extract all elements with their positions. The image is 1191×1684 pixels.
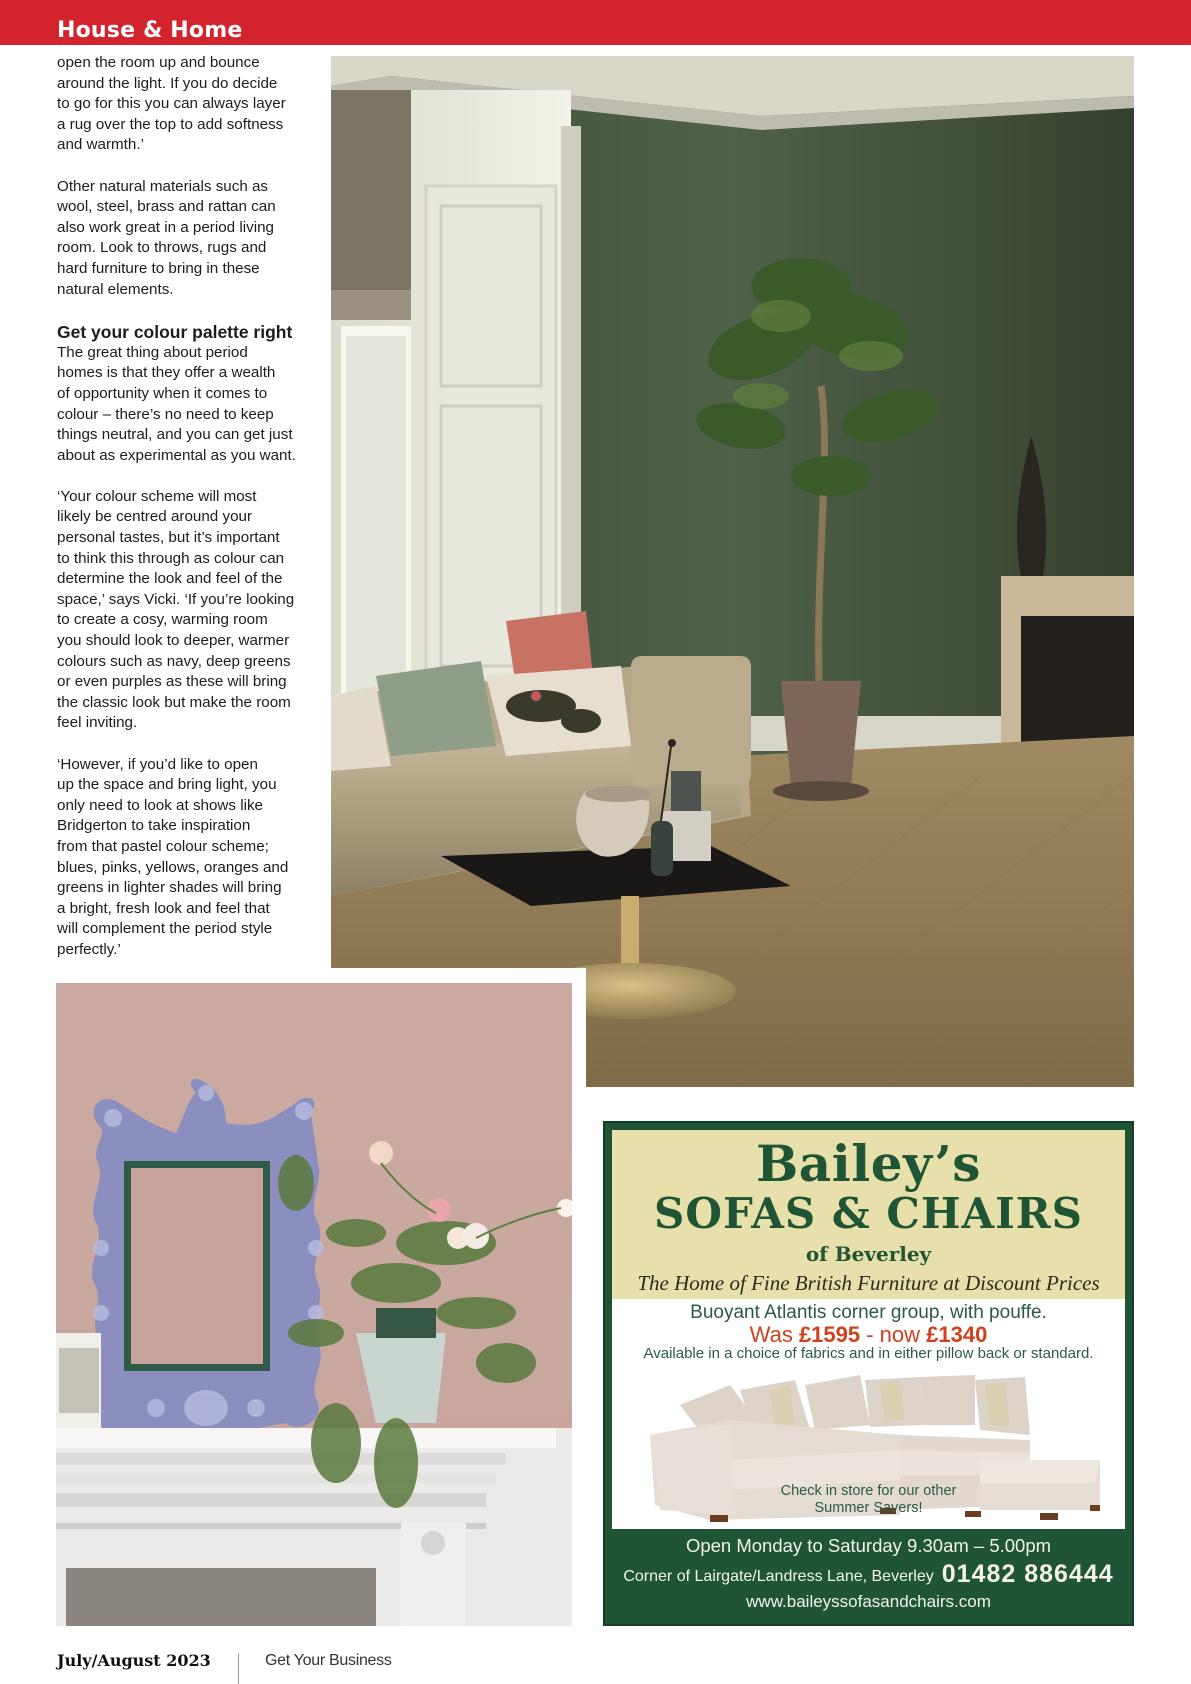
ad-product-name: Buoyant Atlantis corner group, with pouffe. xyxy=(690,1302,1047,1323)
footer-divider xyxy=(238,1653,239,1684)
ad-brand-name: Bailey’s xyxy=(756,1134,981,1193)
issue-date: July/August 2023 xyxy=(57,1651,211,1670)
article-body xyxy=(57,53,317,981)
article-paragraph: The great thing about period homes is that they offer a wealth of opportunity when it comes to colour – there’s no need to keep things neutral, and you can get just about as experimental as you want. xyxy=(57,343,296,464)
mirror-illustration xyxy=(56,983,572,1626)
ad-website-link[interactable]: www.baileyssofasandchairs.com xyxy=(746,1592,991,1611)
article-paragraph: open the room up and bounce around the light. If you do decide to go for this you can always layer a rug over the top to add softness and warmth.’ xyxy=(57,54,286,154)
article-subheading: Get your colour palette right xyxy=(57,321,293,342)
article-paragraph: ‘However, if you’d like to open up the space and bring light, you only need to look at shows like Bridgerton to take inspiration from that pastel colour scheme; blues, pinks, yellows, oranges and greens in lighter shades will bring a bright, fresh look and feel that will complement the period style perfectly.’ xyxy=(57,755,289,958)
ad-brand-location: of Beverley xyxy=(805,1242,932,1266)
section-title: House & Home xyxy=(57,18,243,43)
article-paragraph: ‘Your colour scheme will most likely be centred around your personal tastes, but it’s important to think this through as colour can determine the look and feel of the space,’ says Vicki. ‘If you’re looking to create a cosy, warming room you should look to deeper, warmer colours such as navy, deep greens or even purples as these will bring the classic look but make the room feel inviting. xyxy=(57,487,295,732)
ad-address-line: Corner of Lairgate/Landress Lane, Beverley 01482 886444 xyxy=(623,1560,1114,1588)
living-room-illustration xyxy=(331,56,1134,1087)
ad-brand-subtitle: SOFAS & CHAIRS xyxy=(654,1189,1083,1238)
living-room-photo xyxy=(331,56,1134,1087)
ad-availability: Available in a choice of fabrics and in either pillow back or standard. xyxy=(643,1345,1094,1362)
ad-price: Was £1595 - now £1340 xyxy=(749,1322,988,1347)
price-now: £1340 xyxy=(926,1322,988,1347)
mirror-mantel-photo xyxy=(56,983,572,1626)
ad-summer-savers: Check in store for our other Summer Savers! xyxy=(780,1483,957,1516)
ad-header-panel xyxy=(612,1130,1125,1299)
ad-tagline: The Home of Fine British Furniture at Discount Prices xyxy=(637,1271,1100,1295)
ad-offer-panel xyxy=(612,1299,1125,1529)
baileys-advertisement[interactable] xyxy=(603,1121,1134,1626)
article-paragraph: Other natural materials such as wool, steel, brass and rattan can also work great in a period living room. Look to throws, rugs and hard furniture to bring in these natural elements. xyxy=(57,177,276,298)
publication-name: Get Your Business xyxy=(265,1652,392,1669)
ad-opening-hours: Open Monday to Saturday 9.30am – 5.00pm xyxy=(685,1535,1052,1556)
ad-phone-number[interactable]: 01482 886444 xyxy=(941,1560,1114,1588)
price-was: £1595 xyxy=(798,1322,861,1347)
